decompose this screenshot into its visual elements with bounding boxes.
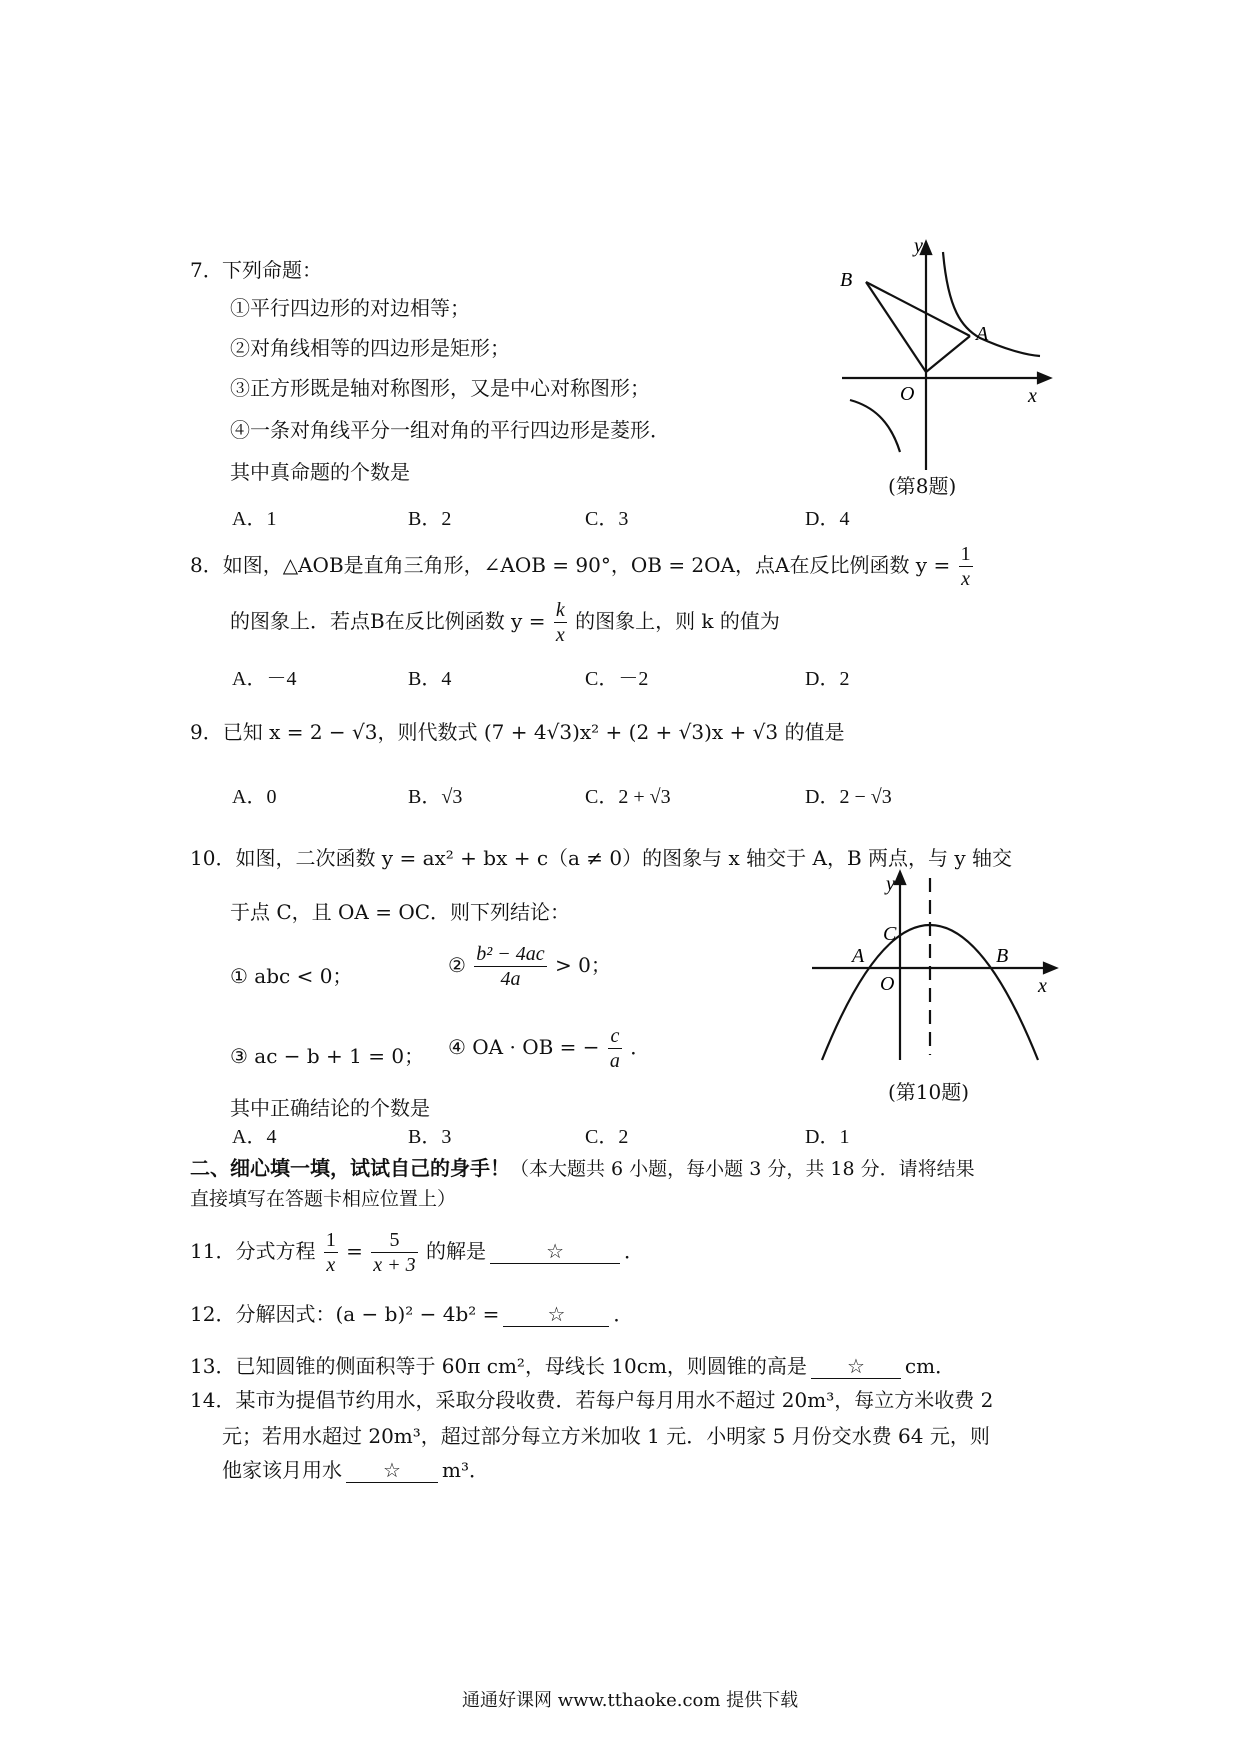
q14-text-3: 他家该月用水 [222,1458,342,1482]
q10-conclusion-3: ③ ac − b + 1 = 0； [230,1044,425,1068]
q9-option-a: A．0 [232,786,277,808]
q14-number: 14． [190,1388,236,1412]
q7-option-c: C．3 [585,508,629,530]
q8-text-1: 如图，△AOB是直角三角形，∠AOB = 90°，OB = 2OA，点A在反比例函数 y = [222,553,951,577]
q10-conclusion-2: ② $\frac{\text{b² − 4ac}}{4a}$ > 0； [448,943,611,990]
q10-number: 10． [190,846,236,870]
q14-line-2: 元；若用水超过 20m³，超过部分每立方米加收 1 元．小明家 5 月份交水费 64 元，则 [222,1424,990,1448]
q7-item-3: ③正方形既是轴对称图形，又是中心对称图形； [230,376,650,400]
fig8-x-arrow [1038,373,1050,383]
figure-10-diagram [800,860,1070,1070]
q12-text: 分解因式：(a − b)² − 4b² = [235,1302,500,1326]
q8-text-3: 的图象上，则 k 的值为 [575,609,780,633]
q14-answer-blank: ☆ [346,1458,438,1483]
q7-ask: 其中真命题的个数是 [230,460,410,484]
q10-option-b: B．3 [408,1126,452,1148]
fig10-label-c: C [883,923,897,945]
q13-text: 已知圆锥的侧面积等于 60π cm²，母线长 10cm，则圆锥的高是 [235,1354,807,1378]
fig8-hyperbola-right [943,252,1040,356]
q9-text-2: ，则代数式 (7 + 4√3)x² + (2 + √3)x + √3 的值是 [377,720,845,744]
q10-text-1: 如图，二次函数 y = ax² + bx + c（a ≠ 0）的图象与 x 轴交于 A，B 两点，与 y 轴交 [235,846,1013,870]
fig10-label-x: x [1038,975,1047,997]
fig10-label-y: y [886,873,895,895]
q8-fraction-1: $\frac{1}{x}$ [960,543,971,590]
q10-conclusion-1: ① abc < 0； [230,964,353,988]
fig8-label-x: x [1028,385,1037,407]
q9-option-d: D．2 − √3 [805,786,892,808]
q12-line: 12．分解因式：(a − b)² − 4b² = ☆ ． [190,1302,634,1326]
q10-option-c: C．2 [585,1126,629,1148]
figure-10-caption: (第10题) [888,1080,970,1104]
figure-8-caption: (第8题) [888,474,957,498]
fig10-y-arrow [895,872,905,884]
q13-answer-blank: ☆ [811,1354,901,1379]
q8-option-b: B．4 [408,668,452,690]
q11-text-1: 分式方程 [235,1239,316,1263]
q9-text-1: 已知 x = 2 − [222,720,346,744]
fig10-label-o: O [880,973,895,995]
q7-option-a: A．1 [232,508,277,530]
q11-text-2: 的解是 [426,1239,487,1263]
fig10-x-arrow [1044,963,1056,973]
q11-fraction-right: $\frac{5}{x + 3}$ [373,1229,416,1276]
page-footer: 通通好课网 www.tthaoke.com 提供下载 [462,1690,799,1711]
q13-number: 13． [190,1354,236,1378]
fig8-segment-oa [926,336,970,372]
fig8-label-y: y [914,235,923,257]
q7-number: 7． [190,258,223,282]
fig8-label-a: A [976,323,989,345]
q8-text-2: 的图象上．若点B在反比例函数 y = [230,609,546,633]
q13-line: 13．已知圆锥的侧面积等于 60π cm²，母线长 10cm，则圆锥的高是 ☆ cm． [190,1354,956,1378]
q10-line-2: 于点 C，且 OA = OC．则下列结论： [230,900,571,924]
fig8-segment-ob [866,282,926,372]
q11-number: 11． [190,1239,236,1263]
q14-line-3: 他家该月用水 ☆ m³． [222,1458,489,1482]
q12-number: 12． [190,1302,236,1326]
q10-option-d: D．1 [805,1126,850,1148]
q11-answer-blank: ☆ [490,1239,620,1264]
q7-option-b: B．2 [408,508,452,530]
q14-line-1 [190,1384,993,1413]
q8-line-2 [230,598,780,647]
q7-item-4: ④一条对角线平分一组对角的平行四边形是菱形． [230,418,670,442]
q9-option-b: B．√3 [408,786,463,808]
q14-text-1: 某市为提倡节约用水，采取分段收费．若每户每月用水不超过 20m³，每立方米收费 2 [235,1388,994,1412]
q9-option-c: C．2 + √3 [585,786,671,808]
section-2-title: 二、细心填一填，试试自己的身手！ [190,1156,510,1180]
q9-root: √3 [352,720,378,744]
q11-fraction-left: $\frac{1}{x}$ [325,1229,336,1276]
fig8-label-o: O [900,383,915,405]
section-2-note-2: 直接填写在答题卡相应位置上） [190,1188,457,1210]
section-2-note-1: （本大题共 6 小题，每小题 3 分，共 18 分．请将结果 [510,1158,975,1180]
section-2-heading [190,1152,975,1181]
fig8-label-b: B [840,269,853,291]
q9-stem [190,716,845,745]
q8-option-c: C．－2 [585,668,649,690]
fig8-hyperbola-left [850,400,900,452]
q10-fraction-ca: $\frac{c}{a}$ [609,1025,620,1072]
q8-number: 8． [190,553,223,577]
q12-answer-blank: ☆ [503,1302,609,1327]
q8-fraction-2: $\frac{k}{x}$ [555,599,565,646]
fig10-label-b: B [996,945,1009,967]
q11-line: 11．分式方程 $\frac{1}{x}$ = $\frac{5}{x + 3}$ 的解是 ☆ ． [190,1229,645,1276]
q8-option-a: A．－4 [232,668,297,690]
q8-option-d: D．2 [805,668,850,690]
q10-option-a: A．4 [232,1126,277,1148]
q7-item-2: ②对角线相等的四边形是矩形； [230,336,510,360]
fig10-label-a: A [852,945,865,967]
q10-conclusion-4: ④ OA · OB = − $\frac{c}{a}$ ． [448,1025,651,1072]
q7-item-1: ①平行四边形的对边相等； [230,296,470,320]
q7-stem: 下列命题： [222,258,322,282]
q7-option-d: D．4 [805,508,850,530]
q10-fraction-discriminant: $\frac{\text{b² − 4ac}}{4a}$ [476,943,545,990]
q8-line-1 [190,542,975,591]
q10-ask: 其中正确结论的个数是 [230,1096,430,1120]
figure-8-diagram [830,230,1070,470]
q9-number: 9． [190,720,223,744]
